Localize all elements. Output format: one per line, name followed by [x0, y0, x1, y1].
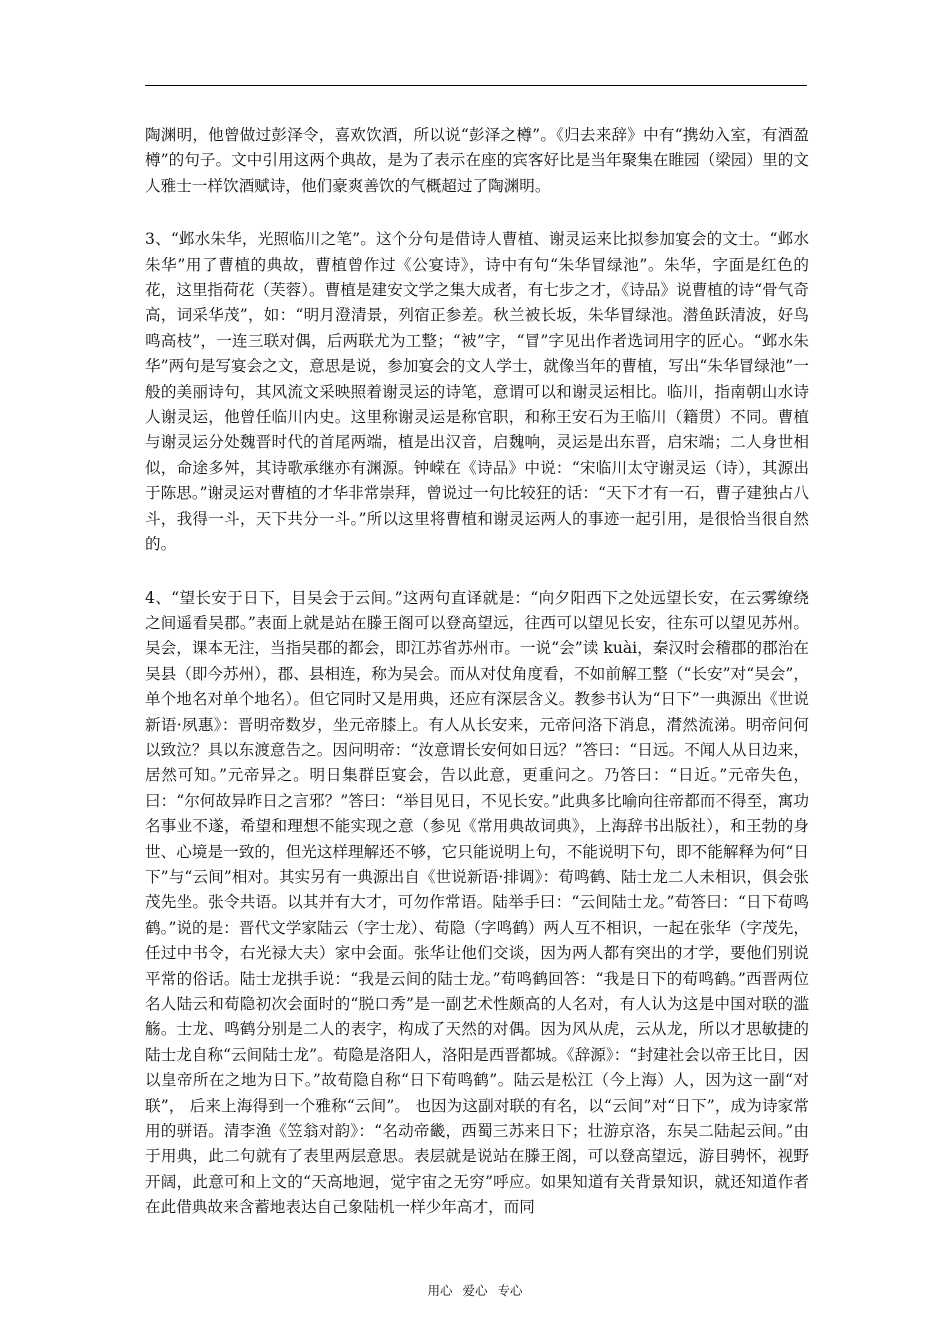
paragraph-3: 4、“望长安于日下，目吴会于云间。”这两句直译就是：“向夕阳西下之处远望长安，在云雾缭绕之间遥看吴郡。”表面上就是站在滕王阁可以登高望远，往西可以望见长安，往东可以望见苏州。吴会，课本无注，当指吴郡的都会，即江苏省苏州市。一说“会”读 kuài，秦汉时会稽郡的郡治在吴县（即今苏州），郡、县相连，称为吴会。而从对仗角度看，不如前解工整（“长安”对“吴会”，单个地名对单个地名）。但它同时又是用典，还应有深层含义。教参书认为“日下”一典源出《世说新语·夙惠》：晋明帝数岁，坐元帝膝上。有人从长安来，元帝问洛下消息，潸然流涕。明帝问何以致泣？具以东渡意告之。因问明帝：“汝意谓长安何如日远？”答曰：“日远。不闻人从日边来，居然可知。”元帝异之。明日集群臣宴会，告以此意，更重问之。乃答曰：“日近。”元帝失色，曰：“尔何故异昨日之言邪？”答曰：“举目见日，不见长安。”此典多比喻向往帝都而不得至，寓功名事业不遂，希望和理想不能实现之意（参见《常用典故词典》，上海辞书出版社），和王勃的身世、心境是一致的，但光这样理解还不够，它只能说明上句，不能说明下句，即不能解释为何“日下”与“云间”相对。其实另有一典源出自《世说新语·排调》：荀鸣鹤、陆士龙二人未相识，俱会张茂先坐。张令共语。以其并有大才，可勿作常语。陆举手曰：“云间陆士龙。”荀答曰：“日下荀鸣鹤。”说的是：晋代文学家陆云（字士龙）、荀隐（字鸣鹤）两人互不相识，一起在张华（字茂先，任过中书令，右光禄大夫）家中会面。张华让他们交谈，因为两人都有突出的才学，要他们别说平常的俗话。陆士龙拱手说：“我是云间的陆士龙。”荀鸣鹤回答：“我是日下的荀鸣鹤。”西晋两位名人陆云和荀隐初次会面时的“脱口秀”是一副艺术性颇高的人名对，有人认为这是中国对联的滥觞。士龙、鸣鹤分别是二人的表字，构成了天然的对偶。因为风从虎，云从龙，所以才思敏捷的陆士龙自称“云间陆士龙”。荀隐是洛阳人，洛阳是西晋都城。《辞源》：“封建社会以帝王比日，因以皇帝所在之地为日下。”故荀隐自称“日下荀鸣鹤”。陆云是松江（今上海）人，因为这一副“对联”， 后来上海得到一个雅称“云间”。 也因为这副对联的有名，以“云间”对“日下”，成为诗家常用的骈语。清李渔《笠翁对韵》：“名动帝畿，西蜀三苏来日下；壮游京洛，东吴二陆起云间。”由于用典，此二句就有了表里两层意思。表层就是说站在滕王阁，可以登高望远，游目骋怀，视野开阔，此意可和上文的“天高地迥，觉宇宙之无穷”呼应。如果知道有关背景知识，就还知道作者在此借典故来含蓄地表达自己象陆机一样少年高才，而同	[145, 588, 809, 1217]
page-footer: 用心 爱心 专心	[427, 1283, 523, 1298]
document-body	[145, 123, 809, 1249]
paragraph-2: 3、“邺水朱华，光照临川之笔”。这个分句是借诗人曹植、谢灵运来比拟参加宴会的文士。“邺水朱华”用了曹植的典故，曹植曾作过《公宴诗》，诗中有句“朱华冒绿池”。朱华，字面是红色的花，这里指荷花（芙蓉）。曹植是建安文学之集大成者，有七步之才，《诗品》说曹植的诗“骨气奇高，词采华茂”，如：“明月澄清景，列宿正参差。秋兰被长坂，朱华冒绿池。潜鱼跃清波，好鸟鸣高枝”，一连三联对偶，后两联尤为工整；“被”字，“冒”字见出作者选词用字的匠心。“邺水朱华”两句是写宴会之文，意思是说，参加宴会的文人学士，就像当年的曹植，写出“朱华冒绿池”一般的美丽诗句，其风流文采映照着谢灵运的诗笔，意谓可以和谢灵运相比。临川，指南朝山水诗人谢灵运，他曾任临川内史。这里称谢灵运是称官职，和称王安石为王临川（籍贯）不同。曹植与谢灵运分处魏晋时代的首尾两端，植是出汉音，启魏响，灵运是出东晋，启宋端；二人身世相似，命途多舛，其诗歌承继亦有渊源。钟嵘在《诗品》中说：“宋临川太守谢灵运（诗），其源出于陈思。”谢灵运对曹植的才华非常崇拜，曾说过一句比较狂的话：“天下才有一石，曹子建独占八斗，我得一斗，天下共分一斗。”所以这里将曹植和谢灵运两人的事迹一起引用，是很恰当很自然的。	[145, 230, 809, 554]
header-rule	[145, 85, 807, 86]
paragraph-1: 陶渊明，他曾做过彭泽令，喜欢饮酒，所以说“彭泽之樽”。《归去来辞》中有“携幼入室，有酒盈樽”的句子。文中引用这两个典故，是为了表示在座的宾客好比是当年聚集在睢园（梁园）里的文人雅士一样饮酒赋诗，他们豪爽善饮的气概超过了陶渊明。	[145, 126, 809, 195]
